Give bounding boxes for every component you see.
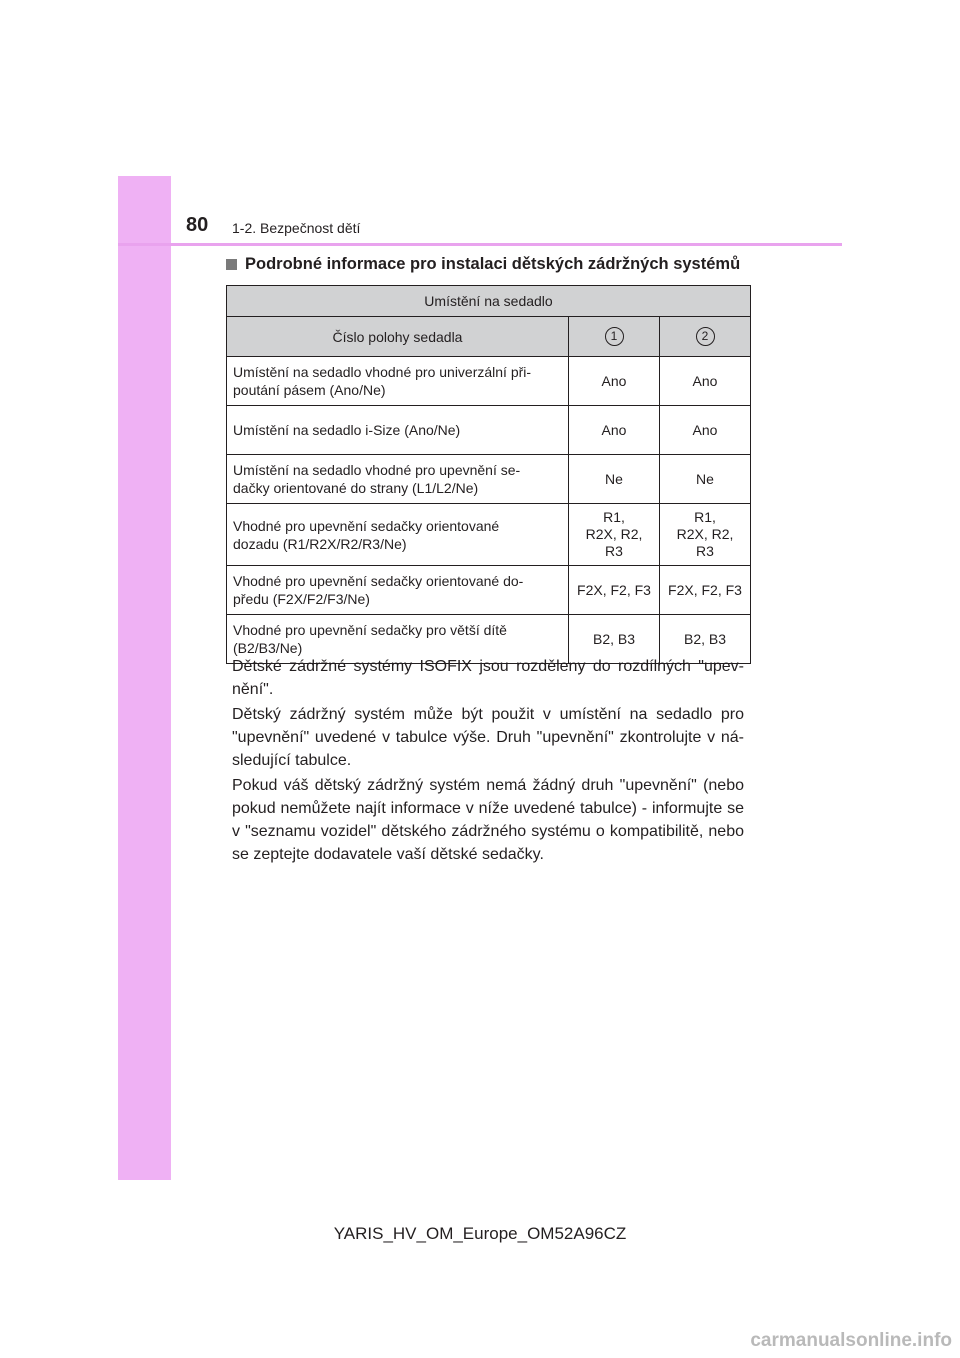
row-value-position-1: Ne (569, 455, 660, 504)
page-number: 80 (186, 214, 209, 236)
paragraph-usage: Dětský zádržný systém může být použit v umístění na sedadlo pro "upevnění" uvedené v tabulce výše. Druh "upevnění" zkontrolujte v ná-sledující tabulce. (232, 706, 744, 769)
header-position-1 (569, 317, 660, 357)
table-row (227, 504, 751, 566)
paragraph-isofix-fixtures: Dětské zádržné systémy ISOFIX jsou rozděleny do rozdílných "upev-nění". (232, 658, 744, 698)
circled-number-1-icon: 1 (605, 327, 624, 346)
row-value-position-2: Ano (660, 357, 751, 406)
side-tab-band (118, 176, 171, 1180)
row-value-position-1: Ano (569, 406, 660, 455)
row-value-position-1: B2, B3 (569, 615, 660, 664)
table-header-row (227, 317, 751, 357)
table-row (227, 566, 751, 615)
table-row (227, 455, 751, 504)
row-value-position-2: Ano (660, 406, 751, 455)
row-label: Vhodné pro upevnění sedačky orientované dozadu (R1/R2X/R2/R3/Ne) (227, 504, 569, 566)
row-label: Umístění na sedadlo vhodné pro univerzální při- poutání pásem (Ano/Ne) (227, 357, 569, 406)
row-value-position-2: Ne (660, 455, 751, 504)
footer-document-code: YARIS_HV_OM_Europe_OM52A96CZ (333, 1224, 627, 1243)
table-row (227, 357, 751, 406)
paragraph-compatibility: Pokud váš dětský zádržný systém nemá žádný druh "upevnění" (nebo pokud nemůžete najít informace v níže uvedené tabulce) - informujte se v "seznamu vozidel" dětského zádržného systému o kompatibilitě, nebo se zeptejte dodavatele vaší dětské sedačky. (232, 777, 744, 863)
watermark: carmanualsonline.info (750, 1330, 952, 1351)
row-label: Vhodné pro upevnění sedačky orientované do- předu (F2X/F2/F3/Ne) (227, 566, 569, 615)
row-value-position-2: R1, R2X, R2, R3 (660, 504, 751, 566)
row-label: Umístění na sedadlo vhodné pro upevnění se- dačky orientované do strany (L1/L2/Ne) (227, 455, 569, 504)
subheading-text: Podrobné informace pro instalaci dětských zádržných systémů (245, 255, 741, 273)
circled-number-2-icon: 2 (696, 327, 715, 346)
section-title: 1-2. Bezpečnost dětí (232, 220, 361, 236)
row-label: Vhodné pro upevnění sedačky pro větší dítě (B2/B3/Ne) (227, 615, 569, 664)
row-value-position-1: Ano (569, 357, 660, 406)
header-seat-position-number: Číslo polohy sedadla (227, 317, 569, 357)
row-value-position-2: F2X, F2, F3 (660, 566, 751, 615)
row-value-position-2: B2, B3 (660, 615, 751, 664)
square-bullet-icon (226, 259, 237, 270)
header-rule (118, 243, 842, 246)
row-label: Umístění na sedadlo i-Size (Ano/Ne) (227, 406, 569, 455)
compatibility-table (226, 285, 751, 664)
table-row (227, 406, 751, 455)
header-position-2 (660, 317, 751, 357)
row-value-position-1: F2X, F2, F3 (569, 566, 660, 615)
table-header-row (227, 286, 751, 317)
header-seat-location: Umístění na sedadlo (227, 286, 751, 317)
row-value-position-1: R1, R2X, R2, R3 (569, 504, 660, 566)
subheading (226, 255, 740, 274)
